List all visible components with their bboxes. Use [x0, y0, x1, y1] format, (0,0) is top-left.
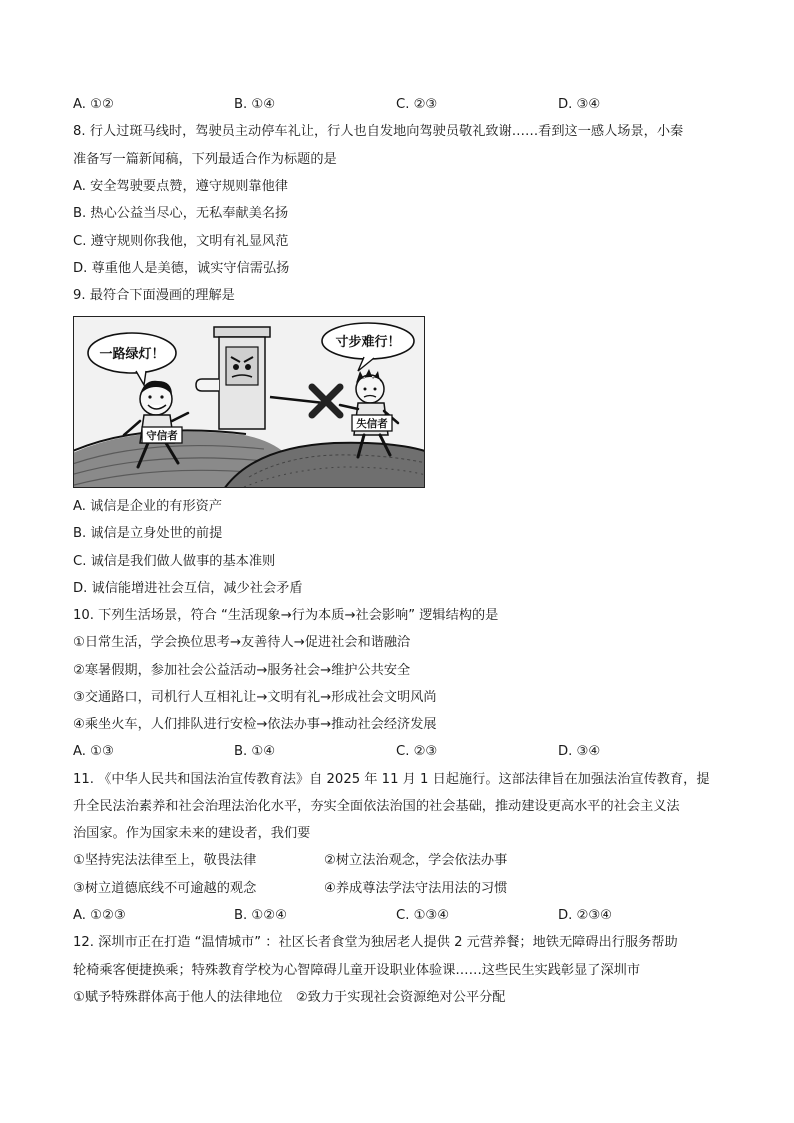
- q8-stem-line1: 8. 行人过斑马线时，驾驶员主动停车礼让，行人也自发地向驾驶员敬礼致谢……看到这一感人场景，小秦: [73, 124, 684, 139]
- q9-option-c: C. 诚信是我们做人做事的基本准则: [73, 554, 276, 569]
- q10-item-4: ④乘坐火车，人们排队进行安检→依法办事→推动社会经济发展: [73, 717, 437, 732]
- q8-option-d: D. 尊重他人是美德，诚实守信需弘扬: [73, 261, 290, 276]
- q9-option-b: B. 诚信是立身处世的前提: [73, 526, 223, 541]
- q8-option-c: C. 遵守规则你我他，文明有礼显风范: [73, 234, 289, 249]
- q11-option-d: D. ②③④: [558, 908, 613, 923]
- q10-item-2: ②寒暑假期，参加社会公益活动→服务社会→维护公共安全: [73, 663, 411, 678]
- q9-comic: [73, 316, 425, 488]
- q7-option-c: C. ②③: [396, 97, 438, 112]
- comic-tag-left: 守信者: [146, 430, 178, 442]
- q11-stem-line2: 升全民法治素养和社会治理法治化水平，夯实全面依法治国的社会基础，推动建设更高水平的社会主义法: [73, 799, 680, 814]
- comic-bubble-left: 一路绿灯！: [99, 347, 165, 362]
- q11-item-2: ②树立法治观念，学会依法办事: [324, 853, 508, 868]
- q11-option-a: A. ①②③: [73, 908, 126, 923]
- q10-stem: 10. 下列生活场景，符合 “生活现象→行为本质→社会影响” 逻辑结构的是: [73, 608, 499, 623]
- q11-stem-line3: 治国家。作为国家未来的建设者，我们要: [73, 826, 311, 841]
- q12-items: ①赋予特殊群体高于他人的法律地位 ②致力于实现社会资源绝对公平分配: [73, 990, 506, 1005]
- q8-option-b: B. 热心公益当尽心，无私奉献美名扬: [73, 206, 289, 221]
- comic-bubble-right: 寸步难行！: [335, 335, 401, 350]
- q11-option-c: C. ①③④: [396, 908, 450, 923]
- q11-item-3: ③树立道德底线不可逾越的观念: [73, 881, 257, 896]
- q7-option-a: A. ①②: [73, 97, 114, 112]
- q10-option-d: D. ③④: [558, 744, 601, 759]
- q11-stem-line1: 11. 《中华人民共和国法治宣传教育法》自 2025 年 11 月 1 日起施行。这部法律旨在加强法治宣传教育，提: [73, 772, 710, 787]
- q12-stem-line1: 12. 深圳市正在打造 “温情城市” ：社区长者食堂为独居老人提供 2 元营养餐；地铁无障碍出行服务帮助: [73, 935, 678, 950]
- q11-item-1: ①坚持宪法法律至上，敬畏法律: [73, 853, 257, 868]
- q10-option-c: C. ②③: [396, 744, 438, 759]
- q11-item-4: ④养成尊法学法守法用法的习惯: [324, 881, 508, 896]
- q11-option-b: B. ①②④: [234, 908, 287, 923]
- q10-item-1: ①日常生活，学会换位思考→友善待人→促进社会和谐融洽: [73, 635, 411, 650]
- q8-option-a: A. 安全驾驶要点赞，遵守规则靠他律: [73, 179, 288, 194]
- q9-stem: 9. 最符合下面漫画的理解是: [73, 288, 235, 303]
- comic-tag-right: 失信者: [356, 418, 388, 430]
- q9-option-d: D. 诚信能增进社会互信，减少社会矛盾: [73, 581, 303, 596]
- q7-option-d: D. ③④: [558, 97, 601, 112]
- q10-option-a: A. ①③: [73, 744, 114, 759]
- q10-option-b: B. ①④: [234, 744, 276, 759]
- q8-stem-line2: 准备写一篇新闻稿，下列最适合作为标题的是: [73, 152, 337, 167]
- q9-option-a: A. 诚信是企业的有形资产: [73, 499, 223, 514]
- q7-option-b: B. ①④: [234, 97, 276, 112]
- q12-stem-line2: 轮椅乘客便捷换乘；特殊教育学校为心智障碍儿童开设职业体验课……这些民生实践彰显了深圳市: [73, 963, 641, 978]
- q10-item-3: ③交通路口，司机行人互相礼让→文明有礼→形成社会文明风尚: [73, 690, 437, 705]
